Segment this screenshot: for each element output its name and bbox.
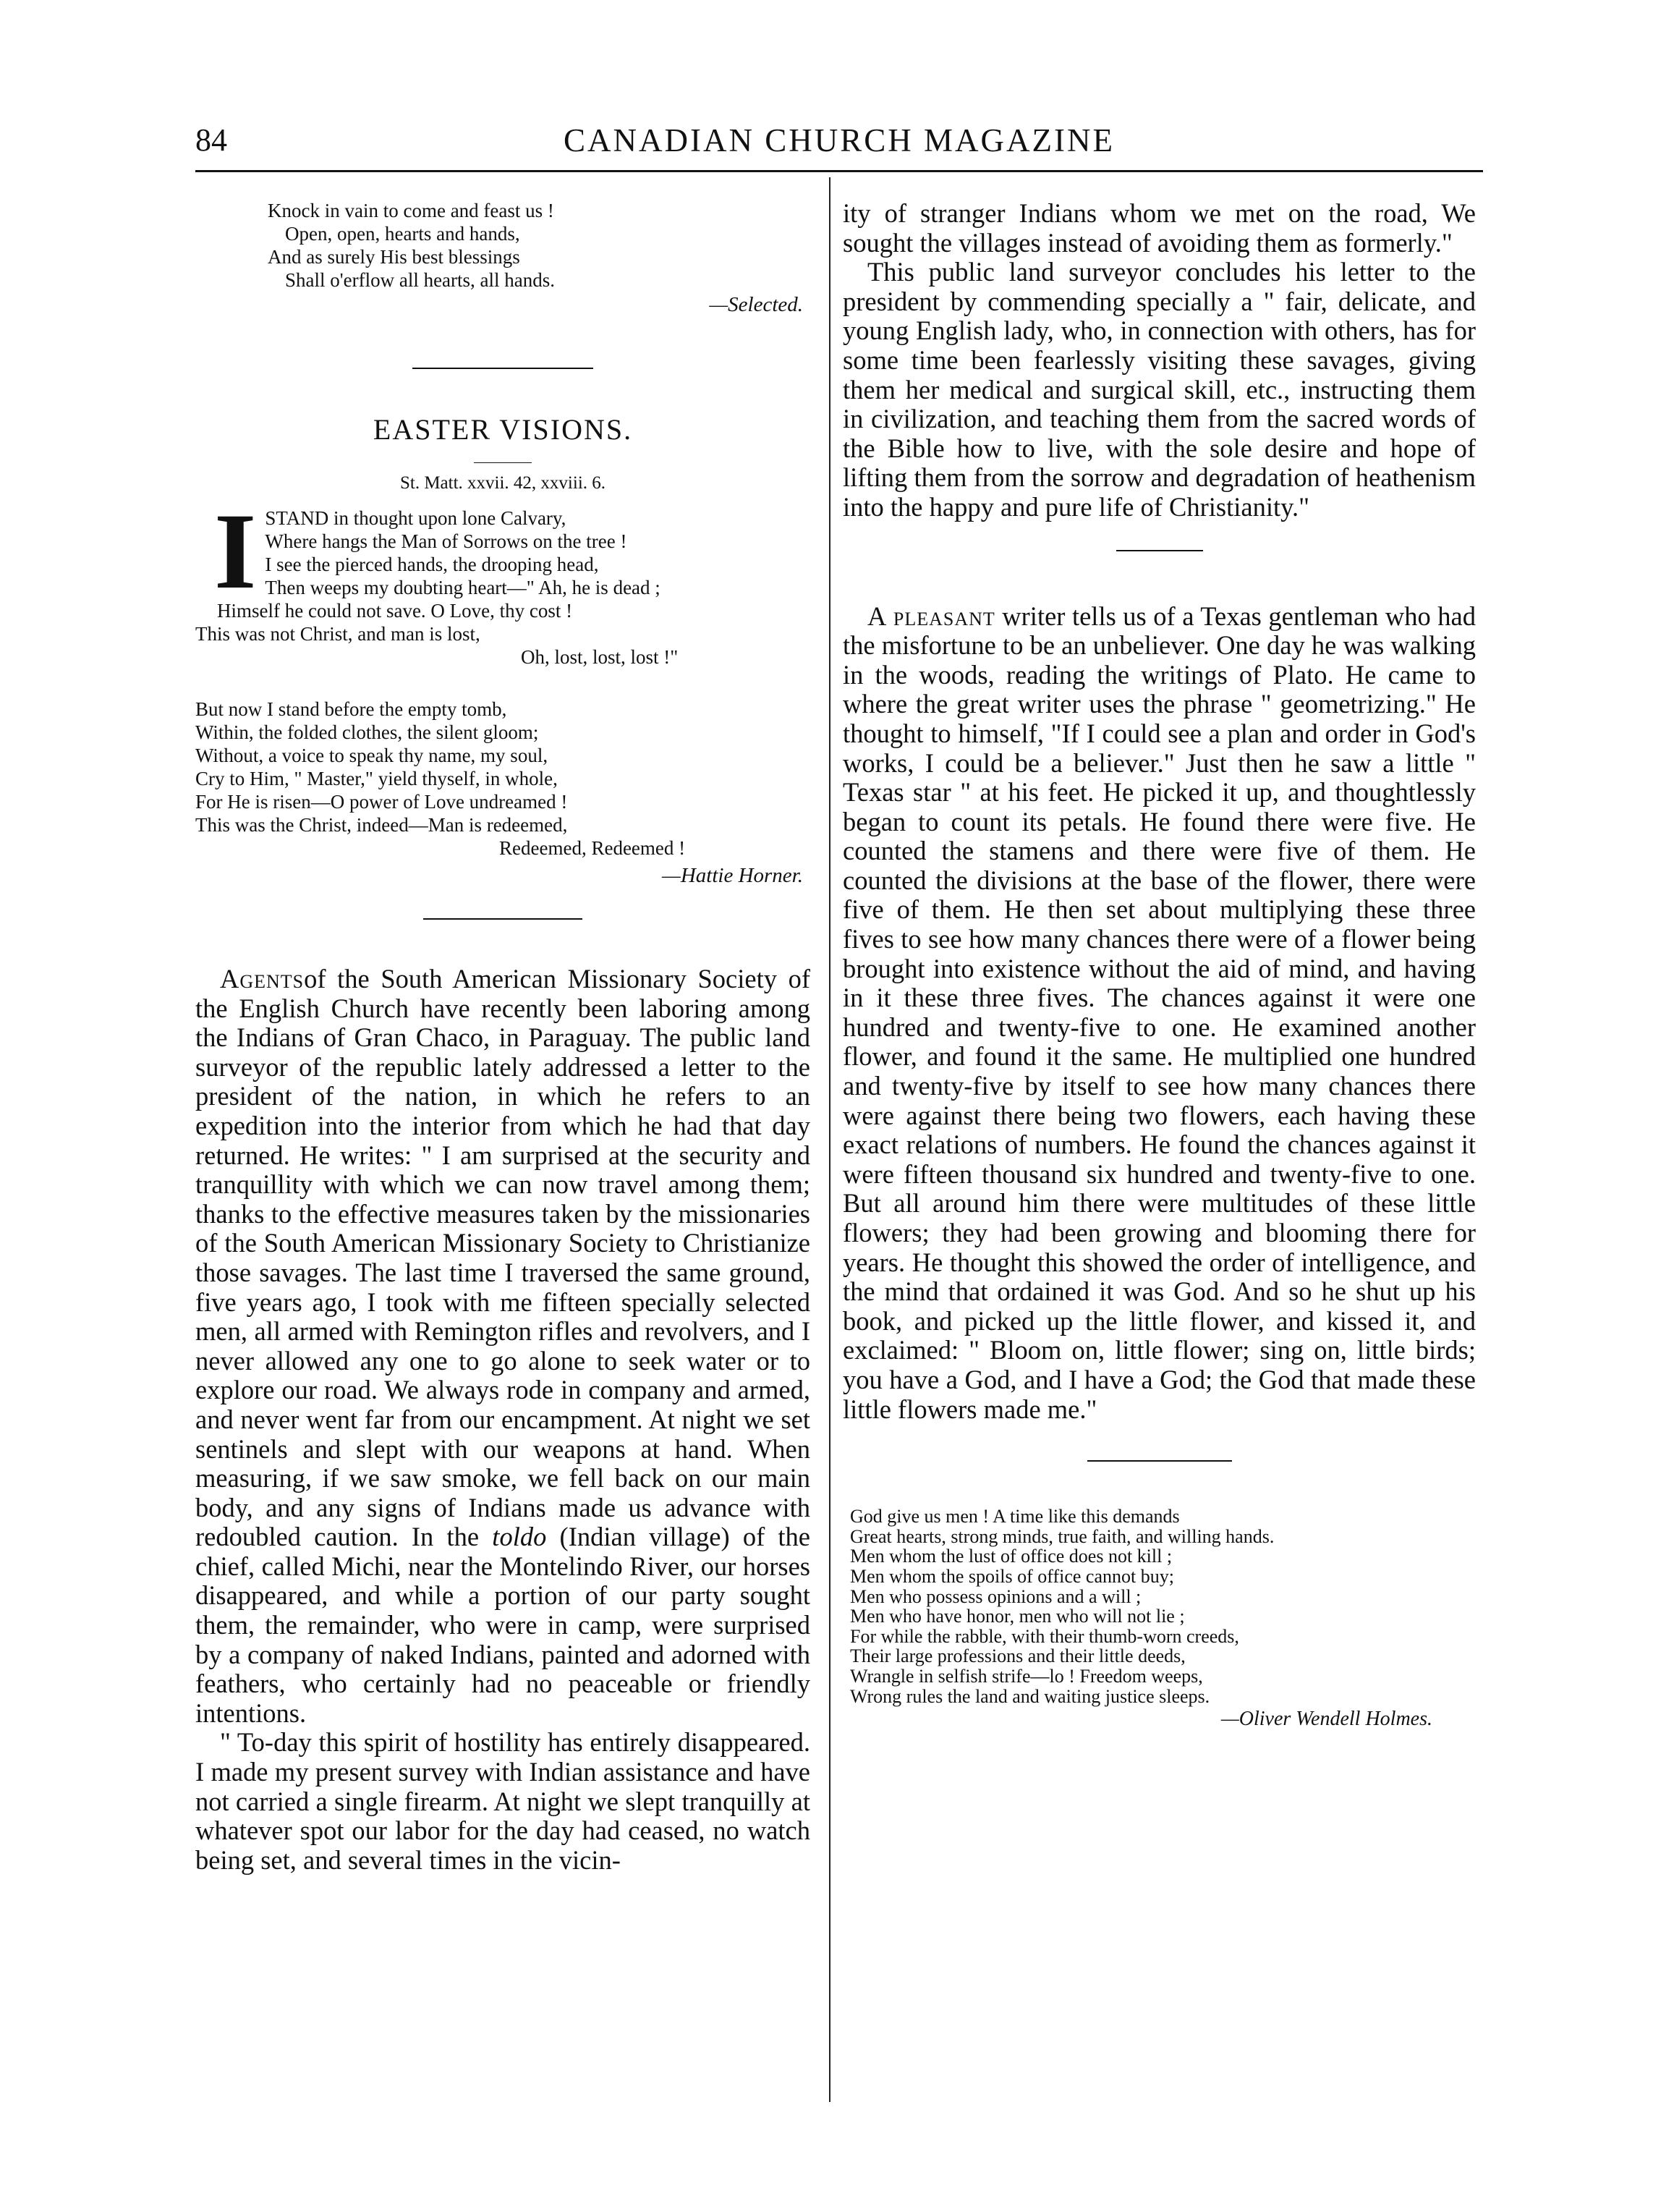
column-divider: [829, 177, 830, 2102]
page-number: 84: [195, 122, 227, 158]
article-paragraph: This public land surveyor concludes his letter to the president by commending specially a " fair, delicate, and young English lady, who, in connection with others, has for some time been fearlessly visiting these savages, giving them her medical and surgical skill, etc., instructing them in civilization, and teaching them from the sacred words of the Bible how to live, with the sole desire and hope of lifting them from the sorrow and degradation of heathenism into the happy and pure life of Christianity.": [843, 257, 1476, 522]
section-rule: [1087, 1460, 1232, 1462]
verse-line: Wrong rules the land and waiting justice sleeps.: [850, 1685, 1210, 1707]
verse-line: Men whom the spoils of office cannot buy;: [850, 1565, 1174, 1587]
poem-scripture: St. Matt. xxvii. 42, xxviii. 6.: [399, 473, 606, 493]
verse-line: Cry to Him, " Master," yield thyself, in whole,: [195, 768, 558, 789]
missionary-article-continued: [843, 199, 1476, 522]
verse-line: Then weeps my doubting heart—" Ah, he is dead ;: [265, 577, 660, 598]
verse-line: And as surely His best blessings: [268, 246, 520, 268]
verse-line: Wrangle in selfish strife—lo ! Freedom weeps,: [850, 1665, 1203, 1687]
section-rule: [423, 918, 582, 920]
poem-title: EASTER VISIONS.: [373, 413, 633, 446]
verse-line: Men who have honor, men who will not lie ;: [850, 1606, 1185, 1627]
texas-star-article: [843, 602, 1476, 1425]
right-column: [843, 199, 1476, 1731]
verse-line: Within, the folded clothes, the silent gloom;: [195, 721, 539, 743]
verse-line: I see the pierced hands, the drooping head,: [265, 554, 599, 575]
article-paragraph: " To-day this spirit of hostility has entirely disappeared. I made my present survey with Indian assistance and have not carried a single firearm. At night we slept tranquilly at whatever spot our labor for the day had ceased, no watch being set, and several times in the vicin-: [195, 1727, 810, 1875]
title-rule: [474, 462, 532, 463]
verse-line: This was the Christ, indeed—Man is redeemed,: [195, 814, 568, 836]
running-title: CANADIAN CHURCH MAGAZINE: [564, 122, 1115, 158]
drop-cap: I: [214, 491, 257, 611]
opening-verse: [195, 199, 810, 292]
verse-line: Great hearts, strong minds, true faith, and willing hands.: [850, 1525, 1275, 1547]
verse-line: For He is risen—O power of Love undreamed !: [195, 791, 568, 813]
verse-line: Shall o'erflow all hearts, all hands.: [285, 269, 556, 291]
article-paragraph: [195, 965, 810, 1728]
verse-line: Open, open, hearts and hands,: [285, 223, 520, 245]
poem-stanza-1: [195, 491, 810, 669]
poem-stanza-2: [195, 698, 810, 860]
verse-line: Where hangs the Man of Sorrows on the tree !: [265, 530, 627, 552]
verse-line: Without, a voice to speak thy name, my soul,: [195, 745, 548, 766]
article-paragraph: [843, 602, 1476, 1425]
verse-line: Men whom the lust of office does not kill ;: [850, 1546, 1173, 1567]
closing-poem-attribution: —Oliver Wendell Holmes.: [1220, 1708, 1432, 1731]
verse-line: STAND in thought upon lone Calvary,: [265, 507, 566, 529]
missionary-article: [195, 965, 810, 1875]
verse-line: God give us men ! A time like this demands: [850, 1506, 1180, 1527]
left-column: [195, 199, 810, 1875]
header-rule: [195, 170, 1483, 172]
verse-line: But now I stand before the empty tomb,: [195, 698, 507, 720]
verse-line: Redeemed, Redeemed !: [499, 837, 686, 859]
verse-line: Himself he could not save. O Love, thy cost !: [217, 600, 573, 622]
verse-line: For while the rabble, with their thumb-worn creeds,: [850, 1625, 1239, 1647]
closing-poem: [843, 1507, 1476, 1706]
opening-verse-attribution: —Selected.: [709, 293, 803, 316]
article-paragraph: ity of stranger Indians whom we met on the road, We sought the villages instead of avoiding them as formerly.": [843, 198, 1476, 258]
article-lead: A pleasant: [867, 601, 995, 631]
article-text: writer tells us of a Texas gentleman who had the misfortune to be an unbeliever. One day he was walking in the woods, reading the writings of Plato. He came to where the great writer uses the phrase " geometrizing." He thought to himself, "If I could see a plan and order in God's works, I could be a believer." Just then he saw a little " Texas star " at his feet. He picked it up, and thoughtlessly began to count its petals. He found there were five. He counted the stamens and there were five of them. He counted the divisions at the base of the flower, there were five of them. He then set about multiplying these three fives to see how many chances there were of a flower being brought into existence without the aid of mind, and having in it these three fives. The chances against it were one hundred and twenty-five to one. He examined another flower, and found it the same. He multiplied one hundred and twenty-five by itself to see how many chances there were against there being two flowers, each having these exact relations of numbers. He found the chances against it were fifteen thousand six hundred and twenty-five to one. But all around him there were multitudes of these little flowers; they had been growing and blooming there for years. He thought this showed the order of intelligence, and the mind that ordained it was God. And so he shut up his book, and picked up the little flower, and kissed it, and exclaimed: " Bloom on, little flower; sing on, little birds; you have a God, and I have a God; the God that made these little flowers made me.": [843, 601, 1476, 1424]
article-text: (Indian village) of the chief, called Michi, near the Montelindo River, our horses disappeared, and while a portion of our party sought them, the remainder, who were in camp, were surprised by a company of naked Indians, painted and adorned with feathers, who certainly had no peaceable or friendly intentions.: [195, 1522, 811, 1728]
verse-line: This was not Christ, and man is lost,: [195, 623, 480, 645]
section-rule: [1116, 550, 1203, 551]
verse-line: Their large professions and their little deeds,: [850, 1645, 1186, 1667]
verse-line: Knock in vain to come and feast us !: [268, 200, 554, 221]
page-header: [195, 116, 1483, 166]
poem-attribution: —Hattie Horner.: [662, 864, 803, 887]
article-text: of the South American Missionary Society of the English Church have recently been laboring among the Indians of Gran Chaco, in Paraguay. The public land surveyor of the republic lately addressed a letter to the president of the nation, in which he refers to an expedition into the interior from which he had that day returned. He writes: " I am surprised at the security and tranquillity with which we can now travel among them; thanks to the effective measures taken by the missionaries of the South American Missionary Society to Christianize those savages. The last time I traversed the same ground, five years ago, I took with me fifteen specially selected men, all armed with Remington rifles and revolvers, and I never allowed any one to go alone to seek water or to explore our road. We always rode in company and armed, and never went far from our encampment. At night we set sentinels and slept with our weapons at hand. When measuring, if we saw smoke, we fell back on our main body, and any signs of Indians made us advance with redoubled caution. In the: [195, 964, 810, 1552]
verse-line: Oh, lost, lost, lost !": [521, 646, 679, 668]
verse-line: Men who possess opinions and a will ;: [850, 1585, 1142, 1607]
article-lead: Agents: [220, 964, 305, 993]
article-italic-word: toldo: [492, 1522, 547, 1552]
section-rule: [412, 368, 593, 369]
